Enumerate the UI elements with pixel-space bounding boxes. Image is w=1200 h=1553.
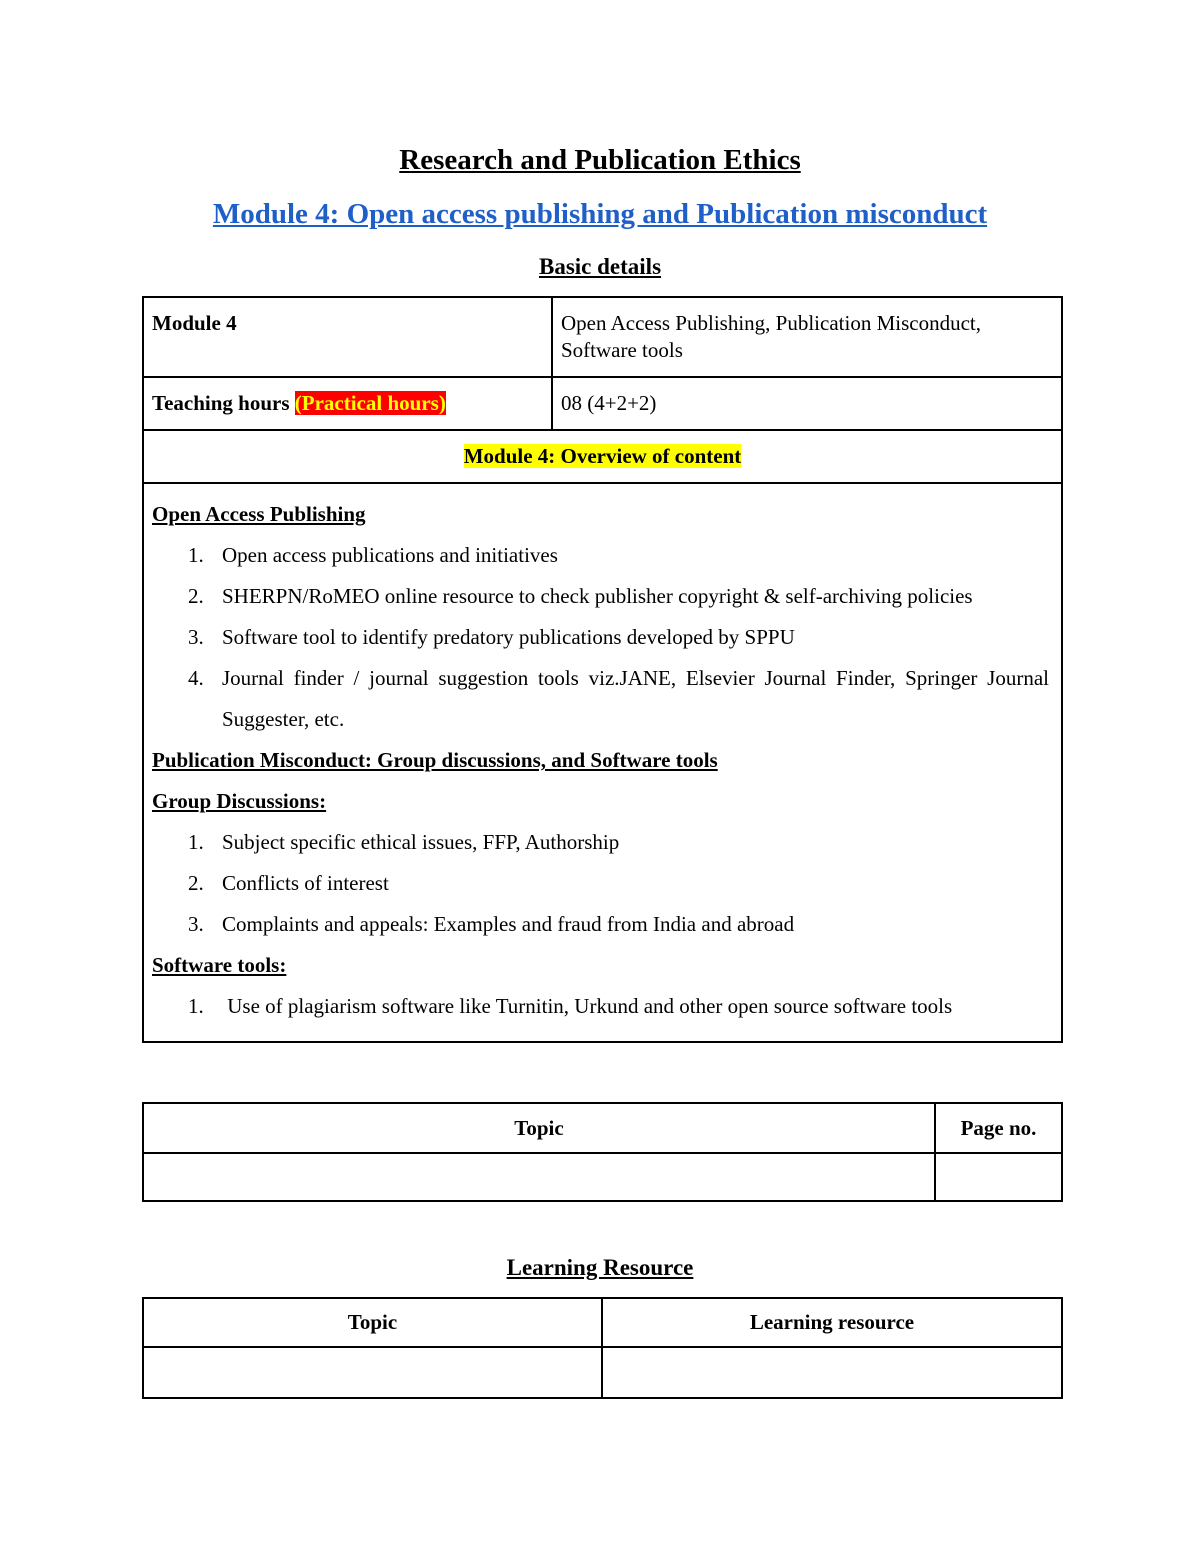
list-number: 3. [188,912,204,936]
overview-heading: Module 4: Overview of content [463,444,742,468]
topic-table [142,1102,1063,1202]
misconduct-heading: Publication Misconduct: Group discussions, and Software tools [152,748,718,772]
document-title: Research and Publication Ethics [399,144,801,176]
table-row [143,1153,1062,1201]
hours-value-cell [552,377,1062,430]
list-item-text: SHERPN/RoMEO online resource to check publisher copyright & self-archiving policies [222,584,973,608]
hours-label: Teaching hours [152,391,290,415]
list-item-text: Open access publications and initiatives [222,543,558,567]
hours-label-cell [143,377,552,430]
module-value: Open Access Publishing, Publication Misconduct, Software tools [561,311,981,362]
overview-cell [143,430,1062,483]
list-item [152,863,1049,904]
list-item-text: Conflicts of interest [222,871,389,895]
list-number: 2. [188,584,204,608]
list-item-text: Subject specific ethical issues, FFP, Authorship [222,830,620,854]
learning-resource-column-header: Learning resource [602,1298,1062,1347]
list-item-text: Software tool to identify predatory publications developed by SPPU [222,625,795,649]
topic-cell [143,1153,935,1201]
topic-column-header: Topic [143,1298,602,1347]
list-number: 1. [188,543,204,567]
list-item [152,658,1049,740]
group-discussions-list [152,822,1049,945]
list-item [152,986,1049,1027]
software-tools-heading: Software tools: [152,953,287,977]
topic-column-header: Topic [143,1103,935,1153]
list-number: 1. [188,994,204,1018]
module-title: Module 4: Open access publishing and Publication misconduct [212,198,988,230]
list-item [152,576,1049,617]
table-row [143,377,1062,430]
list-number: 3. [188,625,204,649]
table-header-row [143,1298,1062,1347]
list-item-text: Use of plagiarism software like Turnitin, Urkund and other open source software tools [222,994,953,1018]
practical-hours-highlight: (Practical hours) [294,391,446,415]
list-item-text: Journal finder / journal suggestion tools viz.JANE, Elsevier Journal Finder, Springer Journal Suggester, etc. [222,666,1049,731]
list-number: 1. [188,830,204,854]
group-discussions-heading: Group Discussions: [152,789,327,813]
basic-details-heading: Basic details [538,254,662,279]
open-access-list [152,535,1049,740]
topic-cell [143,1347,602,1398]
list-number: 4. [188,666,204,690]
list-item [152,617,1049,658]
module-value-cell [552,297,1062,377]
table-header-row [143,1103,1062,1153]
page-no-column-header: Page no. [935,1103,1062,1153]
list-item [152,904,1049,945]
software-tools-list [152,986,1049,1027]
table-row [143,430,1062,483]
learning-resource-table [142,1297,1063,1399]
page-no-cell [935,1153,1062,1201]
basic-details-table [142,296,1063,1043]
list-item [152,822,1049,863]
open-access-heading: Open Access Publishing [152,502,366,526]
module-label: Module 4 [152,311,237,335]
hours-value: 08 (4+2+2) [561,391,657,415]
table-row [143,1347,1062,1398]
table-row [143,483,1062,1042]
table-row [143,297,1062,377]
list-item [152,535,1049,576]
learning-resource-cell [602,1347,1062,1398]
list-number: 2. [188,871,204,895]
list-item-text: Complaints and appeals: Examples and fraud from India and abroad [222,912,795,936]
learning-resource-heading: Learning Resource [506,1255,694,1280]
module-label-cell [143,297,552,377]
content-cell [143,483,1062,1042]
